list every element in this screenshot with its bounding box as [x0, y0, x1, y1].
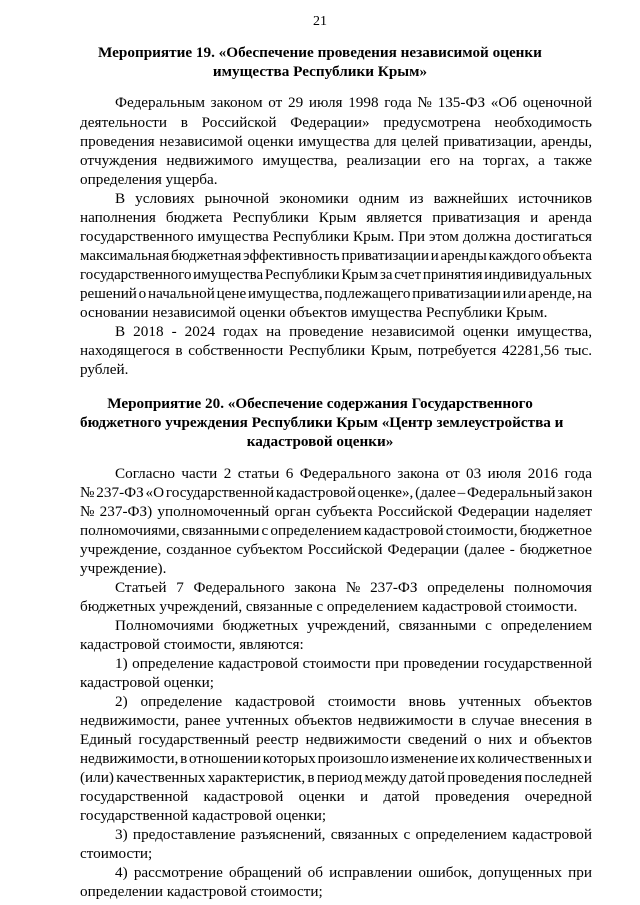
body-line: кадастровой оценки; [80, 674, 215, 691]
heading-19-line: Мероприятие 19. «Обеспечение проведения независимой оценки [98, 44, 542, 61]
body-line: № 237-ФЗ «О государственной кадастровой оценке», (далее – Федеральный закон [80, 484, 593, 501]
body-line: недвижимости, в отношении которых произошло изменение их количественных и [80, 750, 592, 767]
body-line: решений о начальной цене имущества, подлежащего приватизации или аренде, на [80, 285, 592, 302]
body-line: учреждение). [80, 560, 167, 577]
body-line: Полномочиями бюджетных учреждений, связанными с определением [115, 617, 592, 634]
heading-20-line: бюджетного учреждения Республики Крым «Центр землеустройства и [80, 414, 564, 431]
body-line: наполнения бюджета Республики Крым является приватизация и аренда [80, 209, 592, 226]
body-line: определения ущерба. [80, 171, 218, 188]
body-line: Статьей 7 Федерального закона № 237-ФЗ определены полномочия [115, 579, 592, 596]
body-line: проведения независимой оценки имущества для целей приватизации, аренды, [80, 133, 592, 150]
heading-20-line: кадастровой оценки» [246, 433, 394, 450]
body-line: 2) определение кадастровой стоимости вновь учтенных объектов [115, 693, 592, 710]
body-line: 3) предоставление разъяснений, связанных с определением кадастровой [115, 826, 592, 843]
body-line: находящегося в собственности Республики Крым, потребуется 42281,56 тыс. [80, 342, 592, 359]
body-line: 4) рассмотрение обращений об исправлении ошибок, допущенных при [115, 864, 592, 881]
body-line: (или) качественных характеристик, в период между датой проведения последней [80, 769, 592, 786]
page-number: 21 [313, 14, 327, 29]
body-line: основании независимой оценки объектов имущества Республики Крым. [80, 304, 548, 321]
body-line: рублей. [80, 361, 129, 378]
body-line: государственной кадастровой оценки; [80, 807, 327, 824]
body-line: деятельности в Российской Федерации» предусмотрена необходимость [80, 114, 592, 131]
body-line: государственной кадастровой оценки и датой проведения очередной [80, 788, 592, 805]
body-line: кадастровой стоимости, являются: [80, 636, 304, 653]
heading-20-line: Мероприятие 20. «Обеспечение содержания Государственного [107, 395, 533, 412]
body-line: бюджетных учреждений, связанные с определением кадастровой стоимости. [80, 598, 578, 615]
body-line: В 2018 - 2024 годах на проведение независимой оценки имущества, [115, 323, 592, 340]
body-line: стоимости; [80, 845, 153, 862]
body-line: максимальная бюджетная эффективность приватизации и аренды каждого объекта [80, 247, 592, 264]
body-line: Согласно части 2 статьи 6 Федерального закона от 03 июля 2016 года [115, 465, 592, 482]
body-line: недвижимости, ранее учтенных объектов недвижимости в случае внесения в [80, 712, 592, 729]
body-line: государственного имущества Республики Крым за счет принятия индивидуальных [80, 266, 592, 283]
body-line: Федеральным законом от 29 июля 1998 года № 135-ФЗ «Об оценочной [115, 94, 592, 111]
body-line: определении кадастровой стоимости; [80, 883, 323, 900]
body-line: 1) определение кадастровой стоимости при проведении государственной [115, 655, 592, 672]
body-line: учреждение, созданное субъектом Российской Федерации (далее - бюджетное [80, 541, 592, 558]
body-line: государственного имущества Республики Крым. При этом должна достигаться [80, 228, 592, 245]
heading-19-line: имущества Республики Крым» [212, 63, 428, 80]
body-line: В условиях рыночной экономики одним из важнейших источников [115, 190, 592, 207]
body-line: полномочиями, связанными с определением кадастровой стоимости, бюджетное [80, 522, 592, 539]
body-line: Единый государственный реестр недвижимости сведений о них и объектов [80, 731, 592, 748]
body-line: отчуждения недвижимого имущества, реализации его на торгах, а также [80, 152, 592, 169]
body-line: № 237-ФЗ) уполномоченный орган субъекта Российской Федерации наделяет [80, 503, 592, 520]
